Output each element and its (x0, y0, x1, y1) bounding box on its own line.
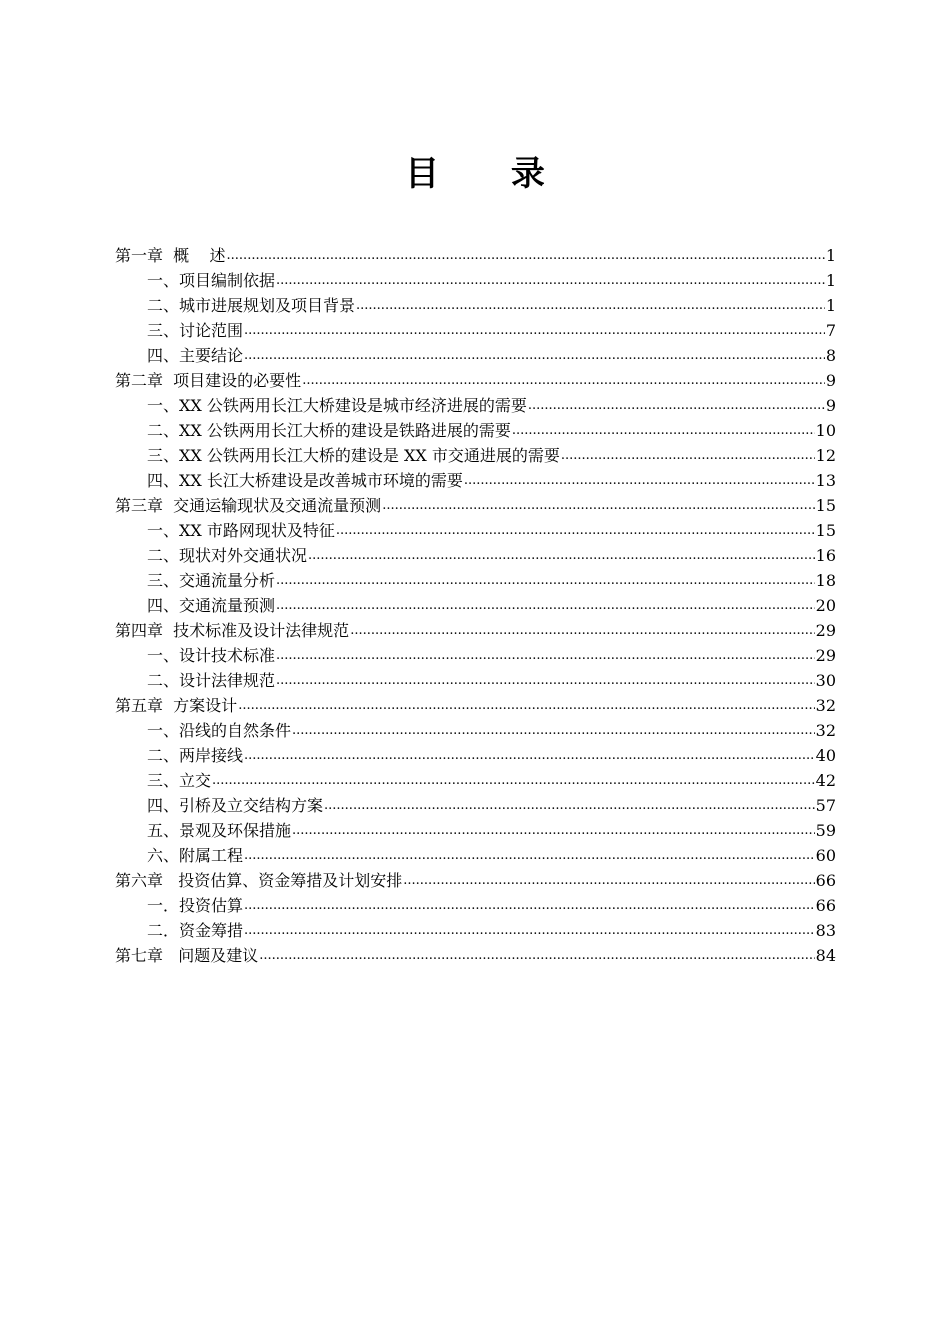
toc-entry-label: 三、XX 公铁两用长江大桥的建设是 XX 市交通进展的需要 (147, 446, 560, 465)
toc-page-number: 66 (815, 896, 836, 915)
toc-dot-leader (276, 643, 815, 668)
toc-dot-leader (276, 668, 815, 693)
toc-page-number: 29 (815, 646, 836, 665)
toc-section-entry[interactable] (115, 418, 836, 443)
toc-dot-leader (276, 593, 815, 618)
toc-dot-leader (336, 518, 815, 543)
toc-page-number: 13 (815, 471, 836, 490)
toc-section-entry[interactable] (115, 543, 836, 568)
toc-dot-leader (382, 493, 814, 518)
toc-entry-label: 第五章 方案设计 (115, 696, 238, 715)
toc-page-number: 10 (815, 421, 836, 440)
toc-page-number: 12 (815, 446, 836, 465)
toc-entry-label: 四、引桥及立交结构方案 (147, 796, 324, 815)
toc-entry-label: 二、两岸接线 (147, 746, 244, 765)
toc-section-entry[interactable] (115, 668, 836, 693)
toc-dot-leader (302, 368, 825, 393)
toc-dot-leader (276, 268, 825, 293)
toc-page-number: 16 (815, 546, 836, 565)
toc-chapter-entry[interactable] (115, 368, 836, 393)
toc-section-entry[interactable] (115, 718, 836, 743)
toc-entry-label: 四、交通流量预测 (147, 596, 276, 615)
toc-entry-label: 二、现状对外交通状况 (147, 546, 308, 565)
toc-page-number: 20 (815, 596, 836, 615)
toc-page-number: 42 (815, 771, 836, 790)
toc-entry-label: 五、景观及环保措施 (147, 821, 292, 840)
toc-page-number: 57 (815, 796, 836, 815)
toc-page-number: 29 (815, 621, 836, 640)
toc-dot-leader (403, 868, 814, 893)
toc-entry-label: 第六章 投资估算、资金筹措及计划安排 (115, 871, 403, 890)
toc-entry-label: 第二章 项目建设的必要性 (115, 371, 302, 390)
toc-page-number: 1 (825, 271, 836, 290)
toc-chapter-entry[interactable] (115, 868, 836, 893)
toc-section-entry[interactable] (115, 593, 836, 618)
toc-dot-leader (212, 768, 815, 793)
toc-section-entry[interactable] (115, 893, 836, 918)
toc-entry-label: 二．资金筹措 (147, 921, 244, 940)
toc-entry-label: 四、XX 长江大桥建设是改善城市环境的需要 (147, 471, 463, 490)
toc-entry-label: 第四章 技术标准及设计法律规范 (115, 621, 350, 640)
toc-page-number: 60 (815, 846, 836, 865)
toc-entry-label: 三、讨论范围 (147, 321, 244, 340)
toc-dot-leader (292, 818, 815, 843)
toc-section-entry[interactable] (115, 518, 836, 543)
toc-page-number: 59 (815, 821, 836, 840)
toc-entry-label: 一、XX 公铁两用长江大桥建设是城市经济进展的需要 (147, 396, 527, 415)
toc-page-number: 15 (815, 521, 836, 540)
toc-section-entry[interactable] (115, 843, 836, 868)
toc-section-entry[interactable] (115, 393, 836, 418)
toc-section-entry[interactable] (115, 343, 836, 368)
toc-dot-leader (561, 443, 815, 468)
toc-page-number: 30 (815, 671, 836, 690)
table-of-contents (115, 243, 836, 968)
toc-page-number: 18 (815, 571, 836, 590)
toc-dot-leader (244, 318, 825, 343)
toc-dot-leader (227, 243, 825, 268)
toc-page-number: 32 (815, 696, 836, 715)
toc-entry-label: 二、XX 公铁两用长江大桥的建设是铁路进展的需要 (147, 421, 511, 440)
toc-section-entry[interactable] (115, 643, 836, 668)
toc-dot-leader (276, 568, 815, 593)
toc-dot-leader (244, 743, 815, 768)
toc-entry-label: 一、项目编制依据 (147, 271, 276, 290)
toc-dot-leader (244, 893, 815, 918)
toc-entry-label: 三、交通流量分析 (147, 571, 276, 590)
toc-entry-label: 一、设计技术标准 (147, 646, 276, 665)
toc-page-number: 8 (825, 346, 836, 365)
toc-chapter-entry[interactable] (115, 693, 836, 718)
toc-dot-leader (238, 693, 814, 718)
toc-dot-leader (528, 393, 825, 418)
toc-page-number: 9 (825, 371, 836, 390)
toc-page-number: 7 (825, 321, 836, 340)
toc-chapter-entry[interactable] (115, 618, 836, 643)
toc-dot-leader (292, 718, 815, 743)
toc-entry-label: 二、设计法律规范 (147, 671, 276, 690)
toc-section-entry[interactable] (115, 443, 836, 468)
toc-page-number: 1 (825, 246, 836, 265)
toc-section-entry[interactable] (115, 318, 836, 343)
toc-dot-leader (308, 543, 815, 568)
toc-dot-leader (244, 843, 815, 868)
toc-entry-label: 一．投资估算 (147, 896, 244, 915)
toc-section-entry[interactable] (115, 768, 836, 793)
toc-dot-leader (244, 918, 815, 943)
toc-section-entry[interactable] (115, 918, 836, 943)
toc-entry-label: 第三章 交通运输现状及交通流量预测 (115, 496, 382, 515)
toc-section-entry[interactable] (115, 818, 836, 843)
toc-section-entry[interactable] (115, 468, 836, 493)
toc-page-number: 84 (815, 946, 836, 965)
toc-entry-label: 第一章 概 述 (115, 246, 226, 265)
toc-page-number: 32 (815, 721, 836, 740)
toc-page-number: 9 (825, 396, 836, 415)
toc-section-entry[interactable] (115, 268, 836, 293)
toc-entry-label: 第七章 问题及建议 (115, 946, 259, 965)
toc-dot-leader (324, 793, 815, 818)
toc-page-number: 83 (815, 921, 836, 940)
toc-page-number: 66 (815, 871, 836, 890)
toc-page-number: 40 (815, 746, 836, 765)
toc-page-number: 15 (815, 496, 836, 515)
toc-entry-label: 三、立交 (147, 771, 212, 790)
toc-chapter-entry[interactable] (115, 243, 836, 268)
toc-section-entry[interactable] (115, 793, 836, 818)
toc-section-entry[interactable] (115, 743, 836, 768)
toc-entry-label: 一、沿线的自然条件 (147, 721, 292, 740)
toc-dot-leader (259, 943, 814, 968)
toc-chapter-entry[interactable] (115, 943, 836, 968)
toc-page-number: 1 (825, 296, 836, 315)
toc-chapter-entry[interactable] (115, 493, 836, 518)
toc-dot-leader (350, 618, 814, 643)
toc-dot-leader (356, 293, 825, 318)
toc-section-entry[interactable] (115, 568, 836, 593)
toc-entry-label: 一、XX 市路网现状及特征 (147, 521, 335, 540)
toc-dot-leader (464, 468, 815, 493)
toc-entry-label: 二、城市进展规划及项目背景 (147, 296, 356, 315)
toc-entry-label: 四、主要结论 (147, 346, 244, 365)
toc-dot-leader (512, 418, 815, 443)
toc-entry-label: 六、附属工程 (147, 846, 244, 865)
toc-section-entry[interactable] (115, 293, 836, 318)
toc-dot-leader (244, 343, 825, 368)
page-title: 目 录 (405, 154, 575, 194)
